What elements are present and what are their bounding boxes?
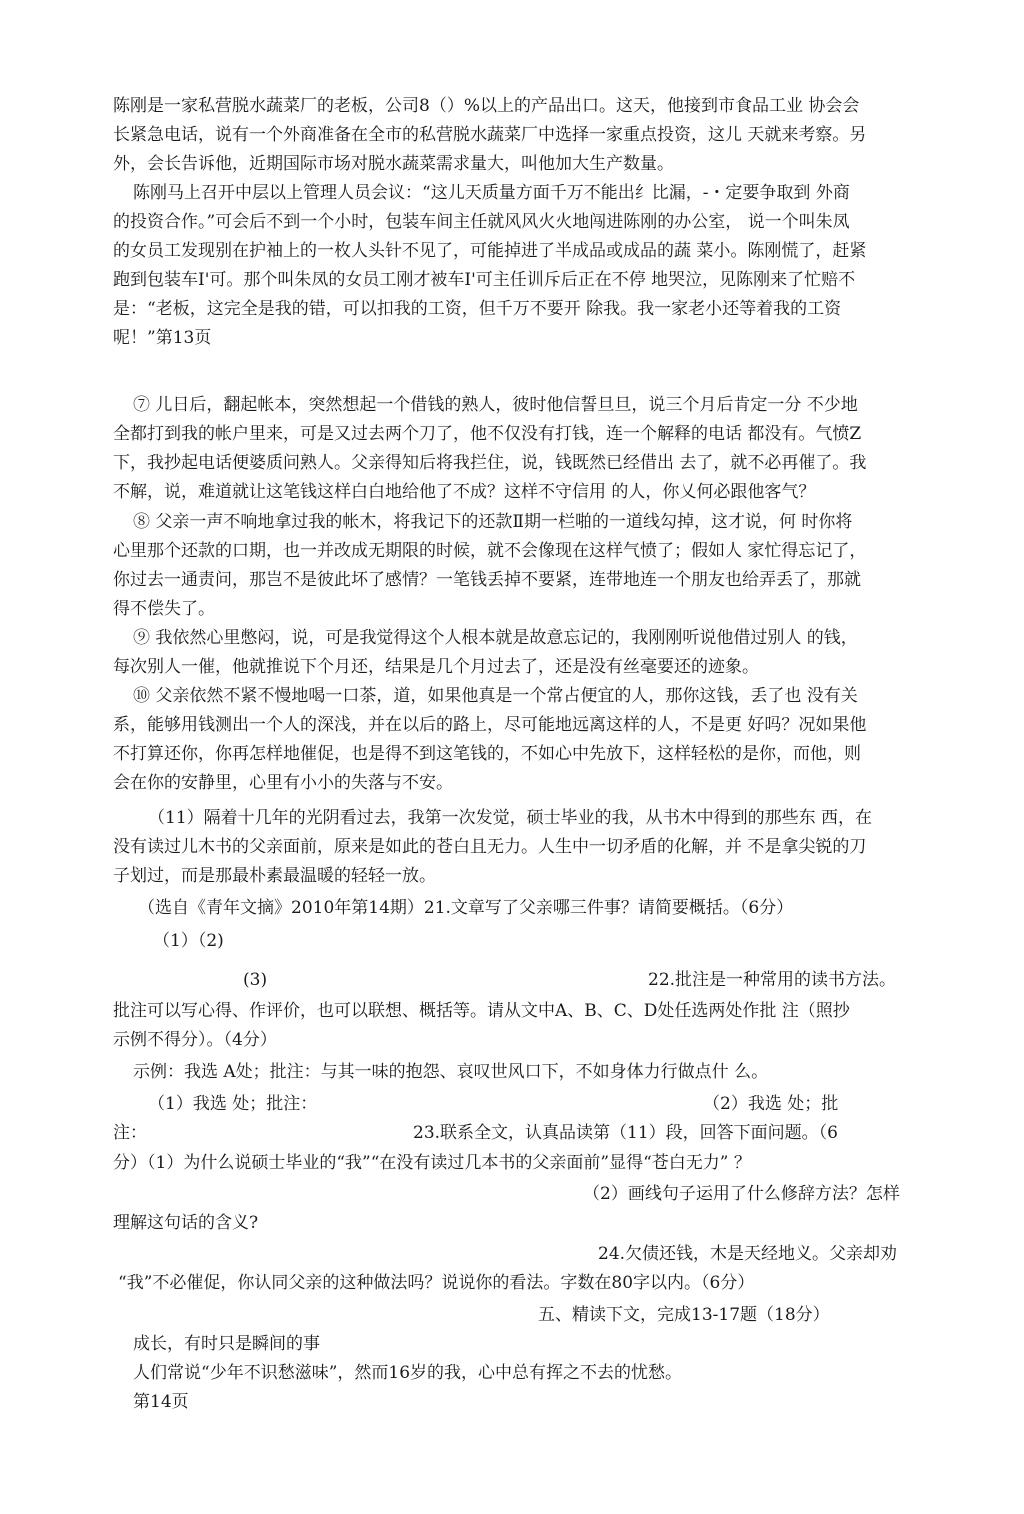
paragraph-8-line: 你过去一通责问，那岂不是彼此坏了感情？一笔钱丢掉不要紧，连带地连一个朋友也给弄丢了，那就	[113, 570, 861, 590]
text-line: 是：“老板，这完全是我的错，可以扣我的工资，但千万不要开 除我。我一家老小还等着我的工资	[113, 299, 842, 319]
text-line: 陈刚是一家私营脱水蔬菜厂的老板，公司8（）%以上的产品出口。这天，他接到市食品工业 协会会	[113, 96, 860, 116]
paragraph-10-line: ⑩ 父亲依然不紧不慢地喝一口茶，道，如果他真是一个常占便宜的人，那你这钱，丢了也 没有关	[133, 686, 858, 706]
paragraph-8-line: ⑧ 父亲一声不响地拿过我的帐木，将我记下的还款Ⅱ期一栏啪的一道线勾掉，这才说，何 时你将	[133, 512, 853, 532]
question-23-line: 理解这句话的含义?	[113, 1213, 259, 1233]
paragraph-7-line: 不解，说，难道就让这笔钱这样白白地给他了不成？这样不守信用 的人，你乂何必跟他客气？	[113, 482, 816, 502]
question-22-line: 批注可以写心得、作评价，也可以联想、概括等。请从文中A、B、C、D处任选两处作批 注（照抄	[113, 1001, 850, 1021]
paragraph-9-line: 每次别人一催，他就推说下个月还，结果是几个月过去了，还是没有丝毫要还的迹象。	[113, 657, 759, 677]
question-22-example: 示例：我选 A处；批注：与其一味的抱怨、哀叹世风口下，不如身体力行做点什 么。	[133, 1062, 769, 1082]
text-line: 外，会长告诉他，近期国际市场对脱水蔬菜需求量大，叫他加大生产数量。	[113, 154, 674, 174]
paragraph-7-line: ⑦ 儿日后，翻起帐本，突然想起一个借钱的熟人，彼时他信誓旦旦，说三个月后肯定一分 不少地	[133, 395, 858, 415]
paragraph-8-line: 得不偿失了。	[113, 599, 215, 619]
paragraph-10-line: 会在你的安静里，心里有小小的失落与不安。	[113, 773, 453, 793]
paragraph-11-line: 子划过，而是那最朴素最温暖的轻轻一放。	[113, 866, 436, 886]
question-22-answer-2: （2）我选 处；批	[703, 1094, 839, 1114]
question-22-line: 示例不得分）。（4分）	[113, 1030, 277, 1050]
text-line: 陈刚马上召开中层以上管理人员会议：“这儿天质量方面千万不能出纟比漏，-・定要争取到 外商	[133, 183, 850, 203]
question-22-answer-1: （1）我选 处；批注：	[148, 1094, 318, 1114]
page-number: 呢！”第13页	[113, 328, 212, 348]
question-21: （选自《青年文摘》2010年第14期）21.文章写了父亲哪三件事？请简要概括。（6分）	[138, 898, 794, 918]
paragraph-8-line: 心里那个还款的口期，也一并改成无期限的时候，就不会像现在这样气愤了；假如人 家忙得忘记了，	[113, 541, 867, 561]
article-first-line: 人们常说“少年不识愁滋味”，然而16岁的我，心中总有挥之不去的忧愁。	[133, 1363, 683, 1383]
page-number: 第14页	[133, 1392, 189, 1412]
section-heading: 五、精读下文，完成13-17题（18分）	[538, 1305, 830, 1325]
question-23-line: 分）（1）为什么说硕士毕业的“我”“在没有读过几本书的父亲面前”显得“苍白无力” ？	[113, 1153, 751, 1173]
text-line: 跑到包装车I'可。那个叫朱凤的女员工刚才被车I'可主任训斥后正在不停 地哭泣，见陈刚来了忙赔不	[113, 270, 856, 290]
paragraph-11-line: 没有读过儿木书的父亲面前，原来是如此的苍白且无力。人生中一切矛盾的化解，并 不是拿尖锐的刀	[113, 837, 867, 857]
question-22: 22.批注是一种常用的读书方法。	[648, 970, 897, 990]
text-line: 的女员工发现别在护袖上的一枚人头针不见了，可能掉进了半成品或成品的蔬 菜小。陈刚慌了，赶紧	[113, 241, 867, 261]
question-24-line: “我”不必催促，你认同父亲的这种做法吗？说说你的看法。字数在80字以内。（6分）	[118, 1273, 755, 1293]
paragraph-10-line: 系，能够用钱测出一个人的深浅，并在以后的路上，尽可能地远离这样的人，不是更 好吗？况如果他	[113, 715, 867, 735]
paragraph-7-line: 全都打到我的帐户里来，可是又过去两个刀了，他不仅没有打钱，连一个解释的电话 都没有。气愤Z	[113, 424, 862, 444]
paragraph-7-line: 下，我抄起电话便婆质问熟人。父亲得知后将我拦住，说，钱既然已经借出 去了，就不必再催了。我	[113, 453, 867, 473]
question-21-parts: （1）（2)	[153, 931, 224, 951]
paragraph-11-line: （11）隔着十几年的光阴看过去，我第一次发觉，硕士毕业的我，从书木中得到的那些东 西，在	[148, 808, 873, 828]
question-24: 24.欠债还钱，木是天经地义。父亲却劝	[598, 1244, 898, 1264]
paragraph-10-line: 不打算还你，你再怎样地催促，也是得不到这笔钱的，不如心中先放下，这样轻松的是你，而他，则	[113, 744, 861, 764]
question-21-part-3: (3)	[243, 970, 268, 990]
article-title: 成长，有时只是瞬间的事	[133, 1334, 320, 1354]
paragraph-9-line: ⑨ 我依然心里憋闷，说，可是我觉得这个人根本就是故意忘记的，我刚刚听说他借过别人 的钱，	[133, 628, 858, 648]
question-23: 23.联系全文，认真品读第（11）段，回答下面问题。（6	[413, 1123, 838, 1143]
text-line: 的投资合作。”可会后不到一个小时，包装车间主任就风风火火地闯进陈刚的办公室， 说一个叫朱凤	[113, 212, 850, 232]
text-line: 长紧急电话，说有一个外商准备在全市的私营脱水蔬菜厂中选择一家重点投资，这儿 天就来考察。另	[113, 125, 867, 145]
question-22-answer-label: 注：	[113, 1123, 147, 1143]
question-23-line: （2）画线句子运用了什么修辞方法？怎样	[583, 1184, 900, 1204]
